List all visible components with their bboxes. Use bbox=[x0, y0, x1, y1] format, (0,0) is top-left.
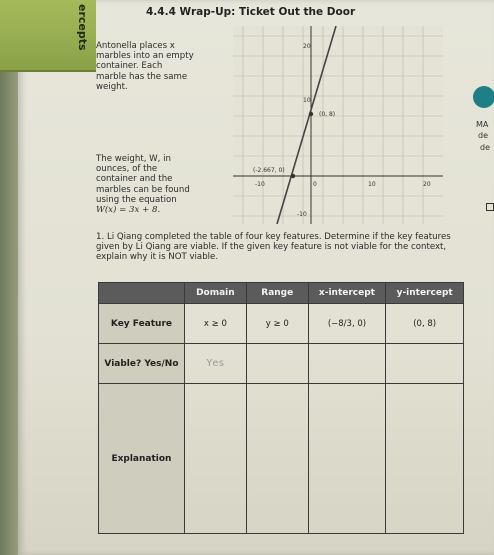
intro-line: container and the bbox=[96, 174, 173, 185]
table-header: x-intercept bbox=[308, 283, 386, 304]
intro-line: marble has the same bbox=[96, 71, 188, 82]
right-fragment: de bbox=[480, 143, 490, 152]
tick-label: -10 bbox=[297, 211, 307, 218]
tick-label: 10 bbox=[368, 181, 376, 188]
intro-line: Antonella places x bbox=[96, 41, 175, 51]
intro-line: container. Each bbox=[96, 61, 163, 72]
table-row bbox=[99, 344, 464, 384]
table-header bbox=[99, 283, 185, 304]
table-cell[interactable] bbox=[308, 344, 386, 384]
right-fragment: de bbox=[478, 131, 488, 140]
intro-paragraph-2 bbox=[96, 154, 236, 215]
binder-tab bbox=[0, 0, 96, 72]
intro-paragraph-1 bbox=[96, 41, 236, 92]
question-1 bbox=[96, 232, 456, 262]
spine-label: ercepts bbox=[76, 4, 89, 51]
tick-label: 0 bbox=[313, 181, 317, 188]
table-header: Domain bbox=[184, 283, 246, 304]
table-row bbox=[99, 384, 464, 534]
equation: W(x) = 3x + 8. bbox=[96, 205, 161, 216]
question-number: 1. bbox=[96, 232, 105, 242]
intro-line: weight. bbox=[96, 81, 128, 92]
table-cell[interactable] bbox=[386, 384, 464, 534]
table-cell: (0, 8) bbox=[386, 304, 464, 344]
row-label: Key Feature bbox=[99, 304, 185, 344]
point-label: (-2.667, 0) bbox=[253, 167, 285, 174]
tick-label: 20 bbox=[423, 181, 431, 188]
intro-line: using the equation bbox=[96, 194, 177, 205]
right-fragment: MA bbox=[476, 120, 489, 129]
table-cell[interactable] bbox=[308, 384, 386, 534]
intro-line: The weight, W, in bbox=[96, 154, 171, 164]
table-cell[interactable] bbox=[386, 344, 464, 384]
tick-label: 20 bbox=[303, 43, 311, 50]
table-cell: x ≥ 0 bbox=[184, 304, 246, 344]
table-header: y-intercept bbox=[386, 283, 464, 304]
teal-circle-icon bbox=[473, 86, 494, 108]
x-intercept-point bbox=[291, 174, 295, 178]
intro-line: ounces, of the bbox=[96, 164, 158, 175]
table-cell[interactable] bbox=[246, 384, 308, 534]
row-label: Viable? Yes/No bbox=[99, 344, 185, 384]
tick-label: -10 bbox=[255, 181, 265, 188]
table-cell[interactable]: Yes bbox=[184, 344, 246, 384]
page-title: 4.4.4 Wrap-Up: Ticket Out the Door bbox=[146, 6, 356, 18]
table-header: Range bbox=[246, 283, 308, 304]
table-row bbox=[99, 304, 464, 344]
table-cell[interactable] bbox=[246, 344, 308, 384]
tick-label: 10 bbox=[303, 97, 311, 104]
checkbox-icon bbox=[486, 203, 494, 211]
key-features-table bbox=[98, 282, 464, 534]
coordinate-graph bbox=[233, 26, 443, 224]
table-cell[interactable] bbox=[184, 384, 246, 534]
page-edge bbox=[0, 0, 20, 555]
intro-line: marbles into an empty bbox=[96, 51, 194, 62]
intro-line: marbles can be found bbox=[96, 184, 190, 195]
table-cell: (−8/3, 0) bbox=[308, 304, 386, 344]
point-label: (0, 8) bbox=[319, 111, 336, 118]
question-text: Li Qiang completed the table of four key features. Determine if the key features given by Li Qiang are viable. If the given key feature is not viable for the context, explain why it is NOT viable. bbox=[96, 232, 451, 262]
y-intercept-point bbox=[309, 112, 313, 116]
row-label: Explanation bbox=[99, 384, 185, 534]
table-cell: y ≥ 0 bbox=[246, 304, 308, 344]
